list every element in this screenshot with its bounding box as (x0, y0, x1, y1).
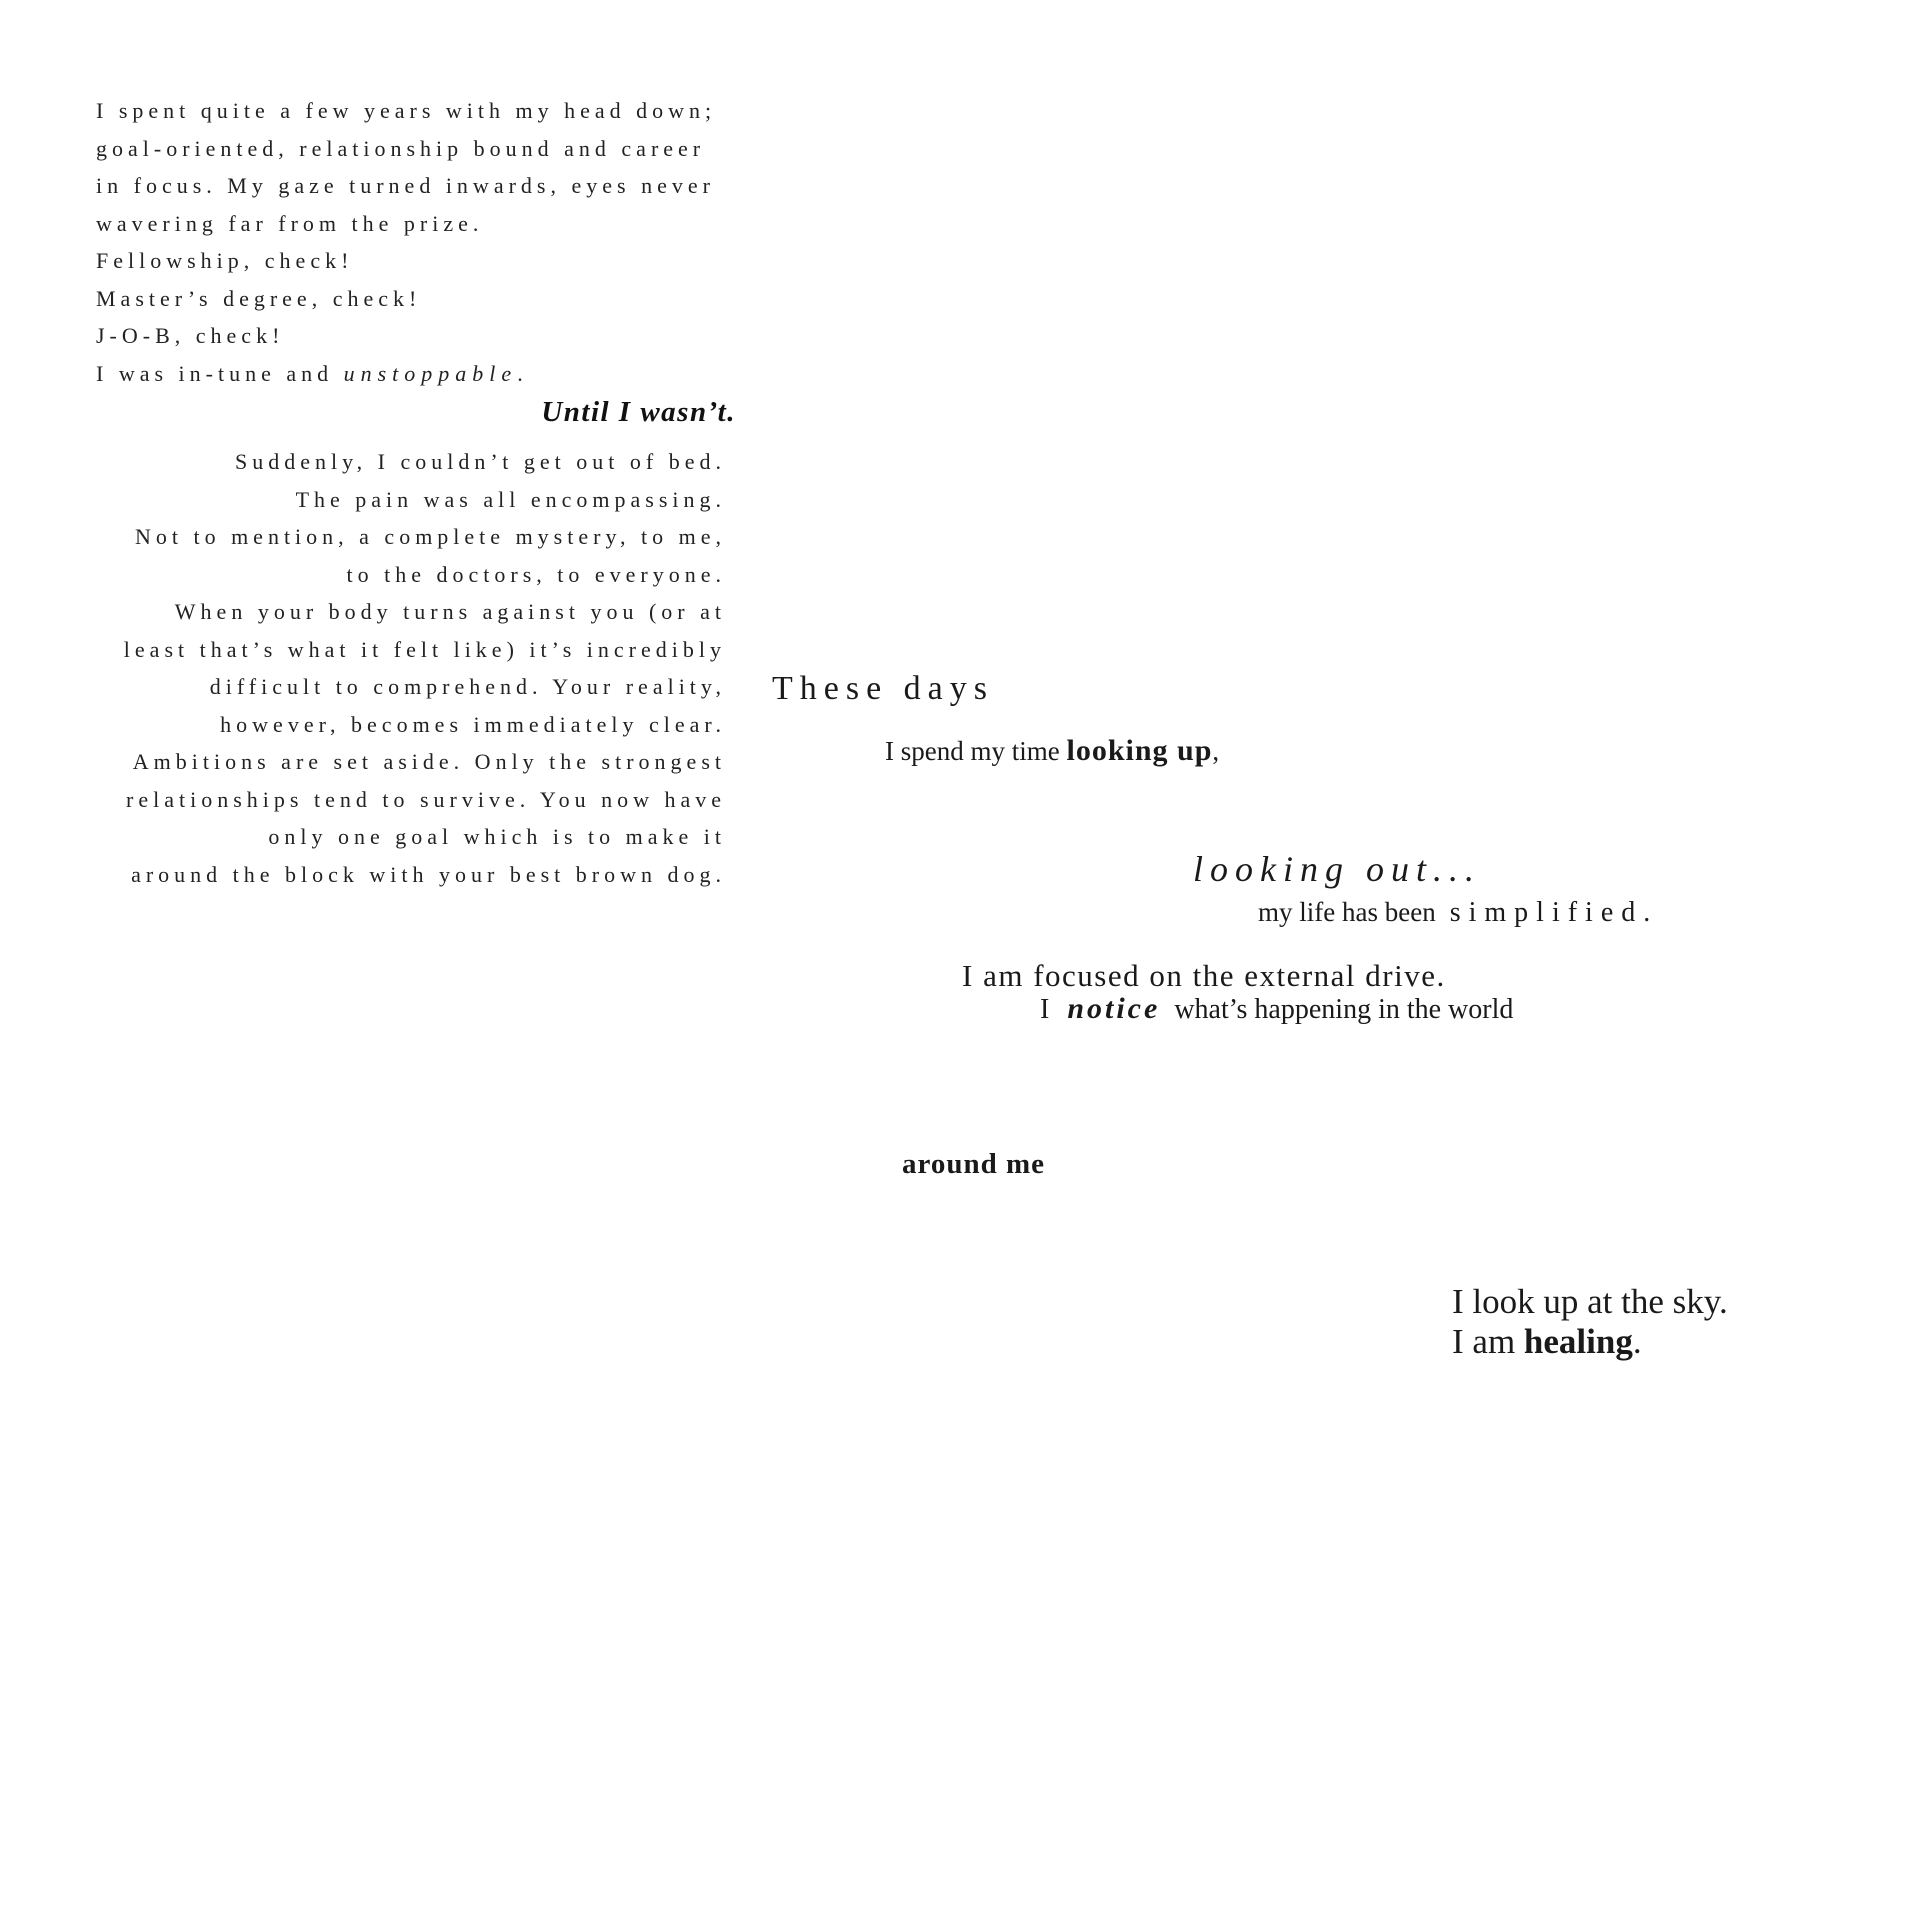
simplified-word: simplified. (1449, 897, 1659, 928)
healing-word: healing (1523, 1322, 1633, 1361)
spend-prefix: I spend my time (885, 736, 1067, 766)
notice-line (1040, 992, 1513, 1026)
notice-word: notice (1067, 992, 1161, 1025)
looking-out-line: looking out... (1193, 849, 1481, 889)
until-heading: Until I wasn’t. (541, 396, 736, 428)
illness-line-3: Not to mention, a complete mystery, to me, (134, 524, 726, 549)
looking-up-word: looking up (1066, 734, 1213, 767)
illness-paragraph (96, 443, 726, 893)
healing-prefix: I am (1452, 1322, 1524, 1361)
intro-line-7: J-O-B, check! (96, 323, 285, 348)
intro-line-8 (96, 355, 736, 393)
unstoppable-word: unstoppable (343, 360, 518, 386)
spend-suffix: , (1212, 736, 1220, 766)
healing-line (1452, 1322, 1728, 1362)
sky-line: I look up at the sky. (1452, 1282, 1728, 1321)
illness-line-8: however, becomes immediately clear. (220, 711, 726, 737)
focused-line: I am focused on the external drive. (962, 958, 1446, 993)
illness-line-9: Ambitions are set aside. Only the strongest (132, 749, 726, 774)
intro-line-5: Fellowship, check! (96, 248, 354, 273)
intro-paragraph (96, 92, 736, 392)
notice-prefix: I (1040, 994, 1050, 1025)
healing-suffix: . (1632, 1322, 1642, 1361)
illness-line-2: The pain was all encompassing. (295, 486, 726, 512)
illness-line-6: least that’s what it felt like) it’s incredibly (123, 636, 726, 662)
simplified-line (1258, 897, 1658, 929)
intro-line-8-suffix: . (517, 360, 528, 386)
intro-line-2: goal-oriented, relationship bound and career (96, 135, 706, 161)
illness-line-4: to the doctors, to everyone. (346, 561, 726, 587)
illness-line-1: Suddenly, I couldn’t get out of bed. (234, 449, 726, 474)
intro-line-3: in focus. My gaze turned inwards, eyes never (96, 173, 715, 198)
illness-line-5: When your body turns against you (or at (174, 599, 726, 624)
intro-line-1: I spent quite a few years with my head down; (96, 98, 717, 123)
illness-line-11: only one goal which is to make it (268, 824, 726, 849)
intro-line-4: wavering far from the prize. (96, 210, 484, 236)
closing-stanza (1452, 1282, 1728, 1362)
illness-line-10: relationships tend to survive. You now have (126, 786, 726, 812)
illness-line-12: around the block with your best brown dog. (131, 861, 726, 887)
spend-time-line (885, 734, 1219, 768)
simplified-prefix: my life has been (1258, 897, 1436, 927)
illness-line-7: difficult to comprehend. Your reality, (209, 674, 726, 699)
intro-line-6: Master’s degree, check! (96, 285, 422, 311)
these-days-heading: These days (772, 670, 995, 707)
notice-suffix: what’s happening in the world (1174, 994, 1514, 1025)
intro-line-8-prefix: I was in-tune and (96, 360, 344, 386)
around-me-line: around me (902, 1148, 1046, 1180)
